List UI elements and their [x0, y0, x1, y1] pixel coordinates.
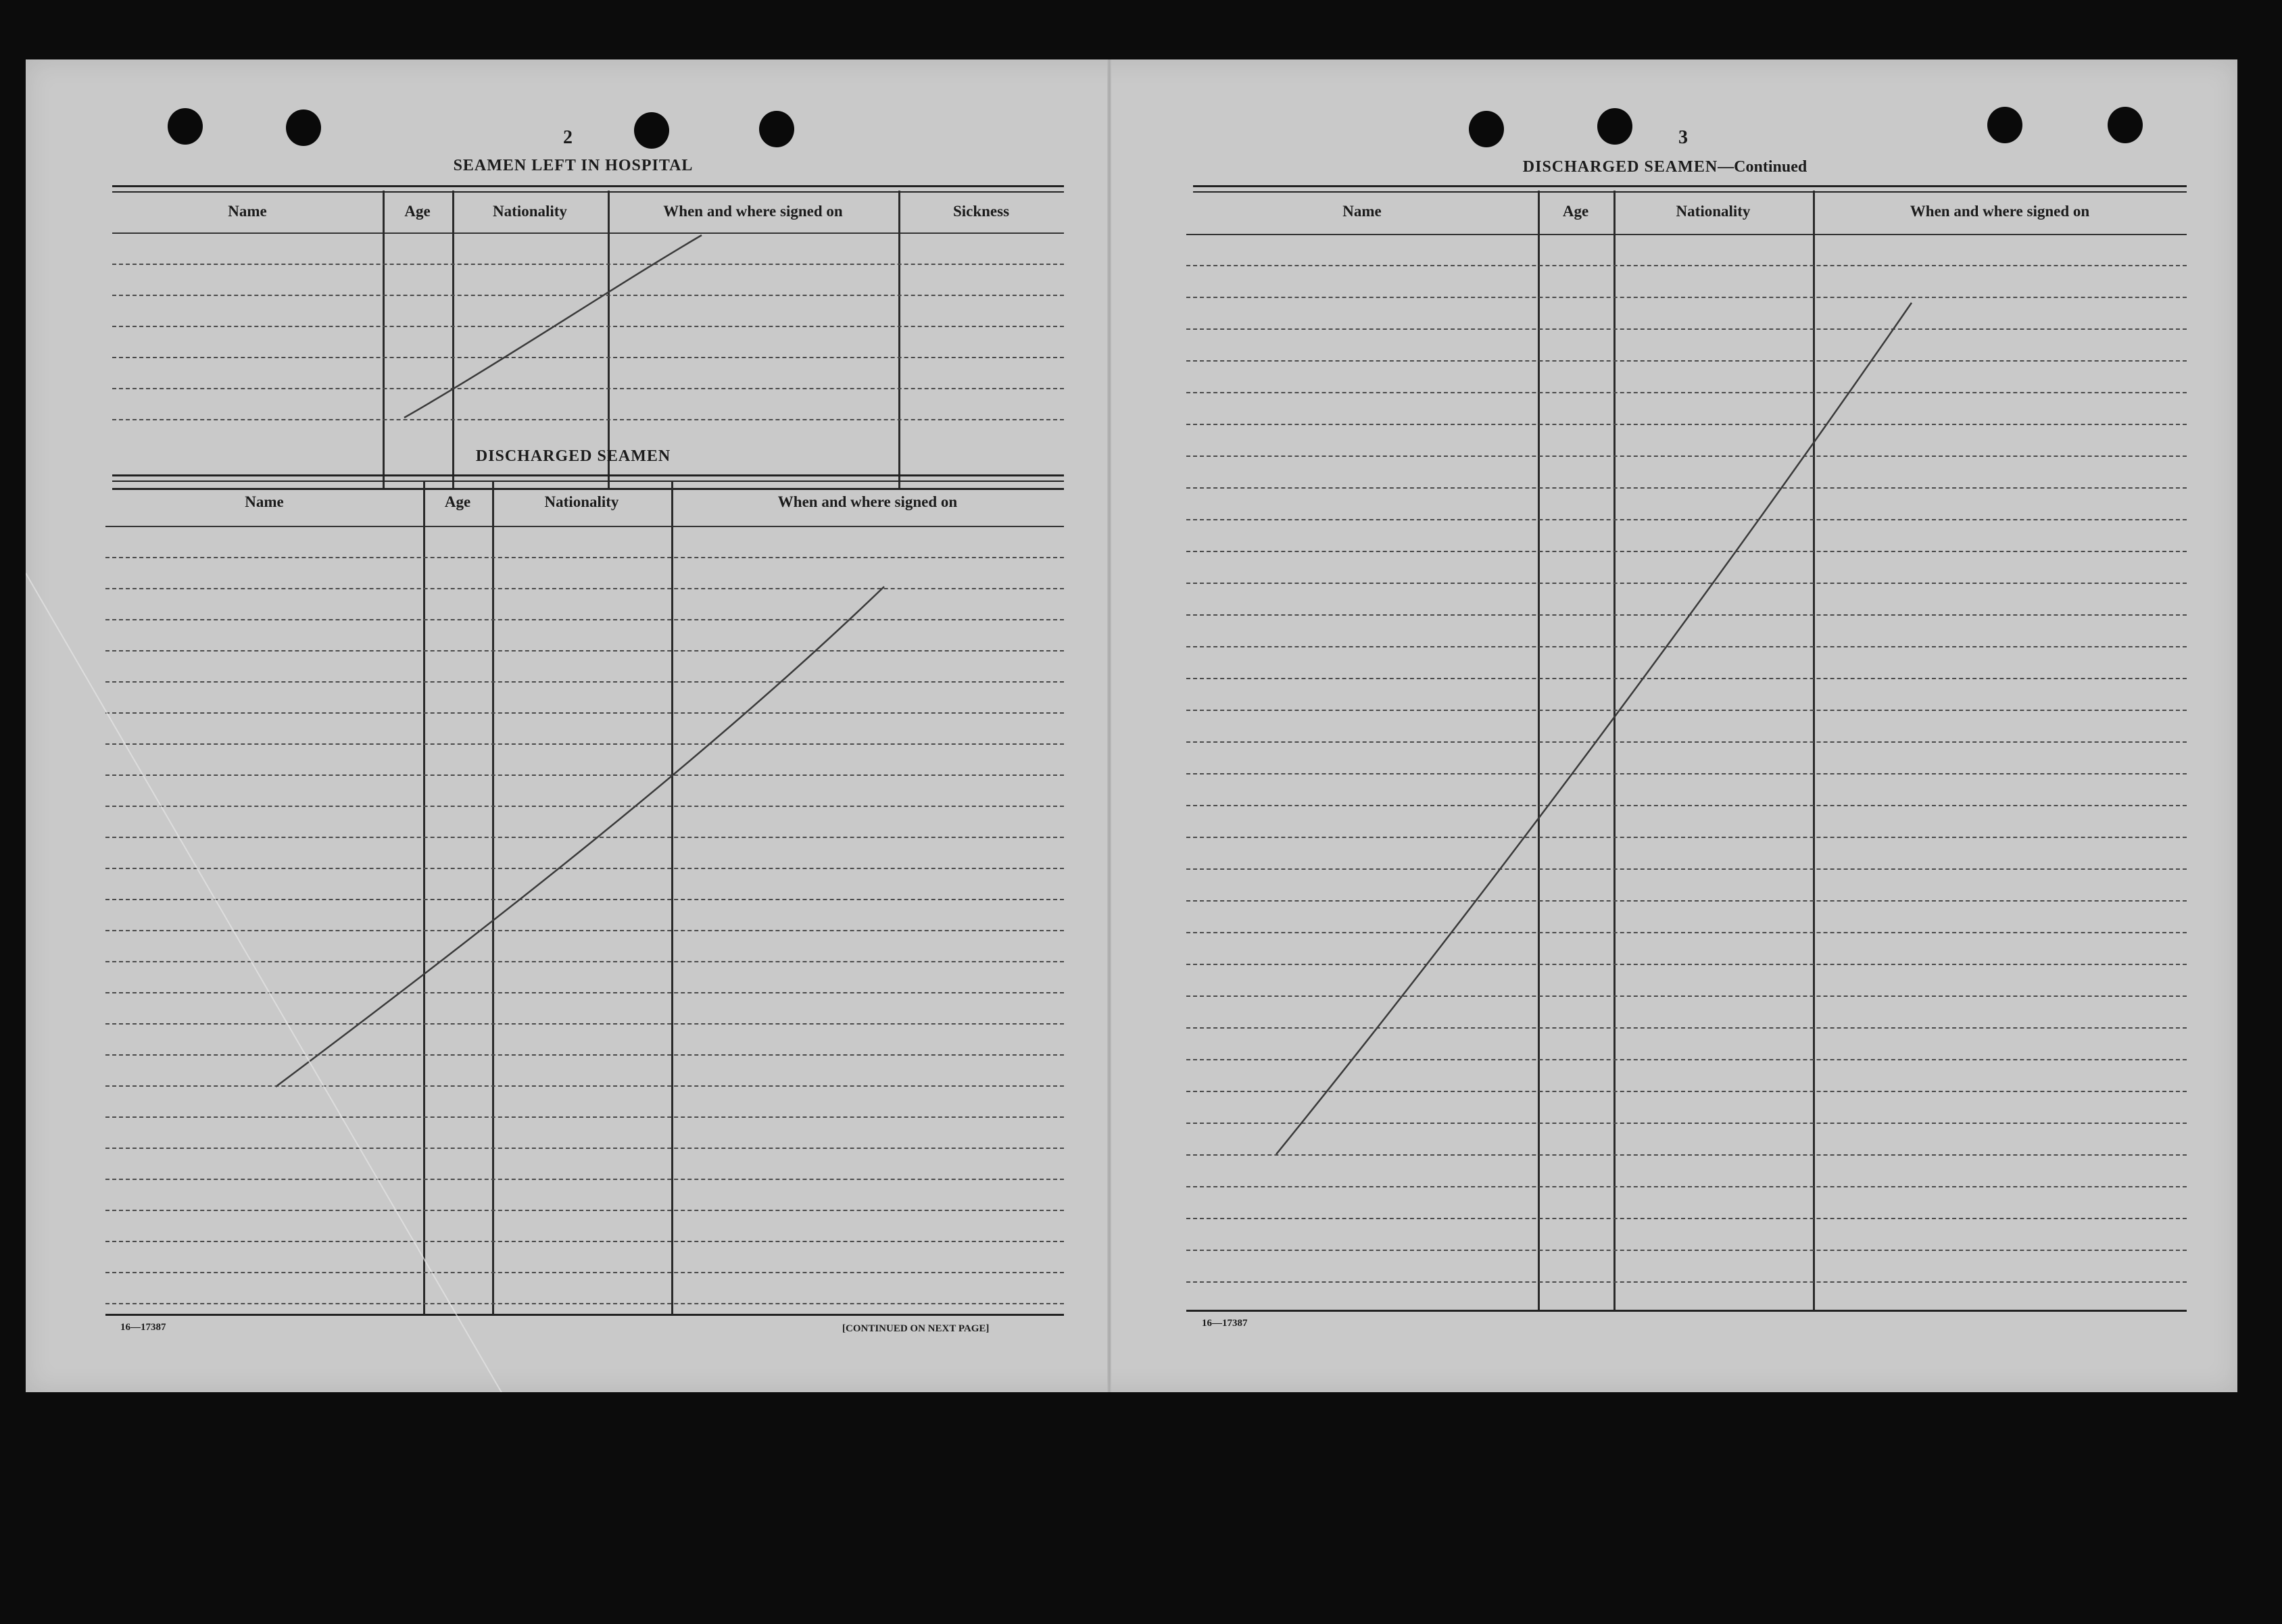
table-row [1186, 456, 2187, 457]
table-row [1186, 551, 2187, 552]
table-row [105, 712, 1064, 714]
table-row [1186, 583, 2187, 584]
col-header-sickness: Sickness [952, 203, 1010, 220]
form-number: 16—17387 [1202, 1318, 1248, 1329]
column-divider [1813, 191, 1815, 1310]
discharged-continued-title [1476, 158, 1854, 176]
col-header-signed-on: When and where signed on [777, 493, 958, 510]
table-row [1186, 1154, 2187, 1156]
column-divider [608, 191, 610, 488]
col-header-nationality: Nationality [1676, 203, 1751, 220]
column-divider [383, 191, 385, 488]
discharged-continued-table [1186, 191, 2187, 1310]
table-row [105, 1303, 1064, 1304]
col-header-age: Age [404, 203, 431, 220]
table-row [112, 388, 1064, 389]
table-row [1186, 1218, 2187, 1219]
col-header-name: Name [228, 203, 267, 220]
column-divider [671, 481, 673, 1314]
page-number: 2 [563, 127, 573, 148]
table-row [105, 650, 1064, 651]
table-row [105, 1272, 1064, 1273]
right-page [1111, 59, 2237, 1392]
table-row [1186, 773, 2187, 774]
table-bottom-rule [105, 1314, 1064, 1316]
header-underline [1186, 234, 2187, 235]
table-row [1186, 614, 2187, 616]
section-title-suffix: —Continued [1718, 158, 1807, 176]
header-underline [112, 232, 1064, 234]
page-number: 3 [1678, 127, 1688, 148]
column-divider [1613, 191, 1616, 1310]
table-row [1186, 995, 2187, 997]
table-row [1186, 265, 2187, 266]
table-row [1186, 964, 2187, 965]
table-row [105, 992, 1064, 993]
table-row [1186, 424, 2187, 425]
column-divider [492, 481, 494, 1314]
table-row [112, 295, 1064, 296]
table-row [1186, 932, 2187, 933]
table-row [105, 806, 1064, 807]
column-divider [1538, 191, 1540, 1310]
table-row [105, 930, 1064, 931]
table-row [105, 588, 1064, 589]
column-divider [898, 191, 900, 488]
header-underline [105, 526, 1064, 527]
table-row [1186, 1091, 2187, 1092]
table-row [1186, 360, 2187, 362]
table-row [1186, 646, 2187, 647]
table-row [105, 619, 1064, 620]
form-number: 16—17387 [120, 1322, 166, 1333]
table-row [1186, 678, 2187, 679]
table-row [105, 774, 1064, 776]
table-row [112, 326, 1064, 327]
col-header-signed-on: When and where signed on [663, 203, 843, 220]
column-divider [452, 191, 454, 488]
discharged-table [105, 481, 1064, 1314]
col-header-signed-on: When and where signed on [1910, 203, 2090, 220]
col-header-name: Name [1342, 203, 1382, 220]
table-row [105, 1085, 1064, 1087]
table-row [1186, 519, 2187, 520]
table-row [1186, 1123, 2187, 1124]
table-row [105, 557, 1064, 558]
col-header-nationality: Nationality [493, 203, 567, 220]
table-row [1186, 710, 2187, 711]
table-row [105, 961, 1064, 962]
table-row [1186, 1250, 2187, 1251]
table-row [105, 868, 1064, 869]
section-title-main: DISCHARGED SEAMEN [1522, 158, 1718, 176]
discharged-section-title: DISCHARGED SEAMEN [475, 447, 671, 465]
table-row [1186, 900, 2187, 902]
table-bottom-rule [1186, 1310, 2187, 1312]
table-row [105, 1241, 1064, 1242]
table-row [105, 681, 1064, 683]
table-row [1186, 328, 2187, 330]
column-divider [423, 481, 425, 1314]
table-row [105, 1023, 1064, 1025]
continued-note: [CONTINUED ON NEXT PAGE] [842, 1323, 990, 1334]
table-row [105, 1210, 1064, 1211]
table-row [1186, 1027, 2187, 1029]
table-row [105, 1179, 1064, 1180]
table-row [105, 899, 1064, 900]
col-header-age: Age [1562, 203, 1589, 220]
table-row [1186, 741, 2187, 743]
table-row [1186, 392, 2187, 393]
col-header-nationality: Nationality [544, 493, 619, 510]
table-row [105, 837, 1064, 838]
table-row [1186, 297, 2187, 298]
table-row [105, 1054, 1064, 1056]
table-row [1186, 868, 2187, 870]
form-sheet [26, 59, 2237, 1392]
table-row [112, 357, 1064, 358]
table-row [1186, 1059, 2187, 1060]
table-row [1186, 1281, 2187, 1283]
table-row [1186, 805, 2187, 806]
table-row [105, 1116, 1064, 1118]
col-header-age: Age [444, 493, 471, 510]
col-header-name: Name [245, 493, 284, 510]
table-row [112, 419, 1064, 420]
table-row [1186, 837, 2187, 838]
hospital-table [112, 191, 1064, 488]
table-row [1186, 487, 2187, 489]
table-row [105, 1148, 1064, 1149]
table-row [112, 264, 1064, 265]
left-page [26, 59, 1107, 1392]
hospital-section-title: SEAMEN LEFT IN HOSPITAL [453, 157, 694, 174]
table-row [1186, 1186, 2187, 1187]
table-row [105, 743, 1064, 745]
